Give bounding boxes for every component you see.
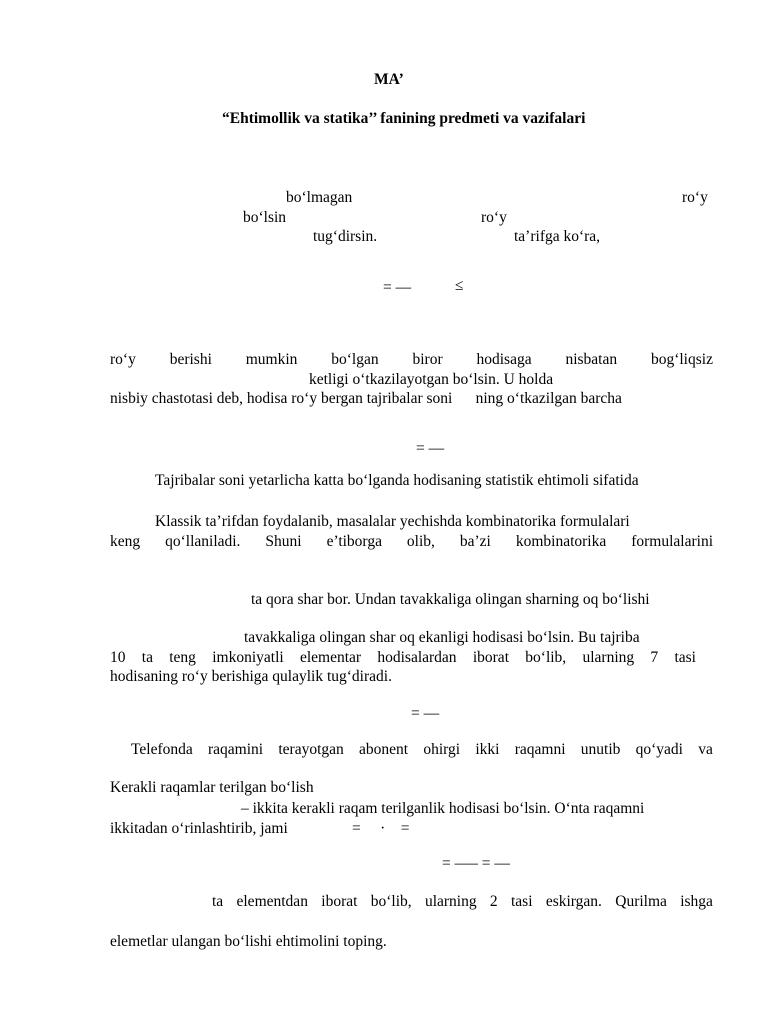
word: tasi (674, 649, 696, 666)
word: ikki (475, 741, 500, 758)
text-line: – ikkita kerakli raqam terilganlik hodisasi bo‘lsin. O‘nta raqamni (241, 800, 645, 817)
text-line: ikkitadan o‘rinlashtirib, jami (110, 820, 288, 837)
word: hodisalardan (377, 649, 457, 666)
word: ohirgi (423, 741, 461, 758)
text-line: tavakkaliga olingan shar oq ekanligi hodisasi bo‘lsin. Bu tajriba (244, 629, 640, 646)
word: terayotgan (278, 741, 344, 758)
text-line: ketligi o‘tkazilayotgan bo‘lsin. U holda (309, 371, 554, 388)
text-line: Kerakli raqamlar terilgan bo‘lish (110, 779, 314, 796)
word: nisbatan (565, 351, 618, 368)
formula-fragment: ≤ (455, 277, 464, 294)
text-fragment: bo‘lmagan (286, 189, 353, 206)
word: qo‘llaniladi. (165, 533, 241, 550)
word: eskirgan. (545, 893, 602, 910)
text-fragment: bo‘lsin (243, 209, 287, 226)
text-line: nisbiy chastotasi deb, hodisa ro‘y bergan tajribalar soni ning o‘tkazilgan barcha (110, 390, 622, 407)
word: berishi (169, 351, 212, 368)
word: bo‘lgan (331, 351, 379, 368)
word: unutib (580, 741, 621, 758)
text-line: ta qora shar bor. Undan tavakkaliga olingan sharning oq bo‘lishi (251, 591, 650, 608)
justified-line (131, 741, 713, 759)
word: abonent (359, 741, 409, 758)
word: ba’zi (459, 533, 491, 550)
word: 10 (110, 649, 126, 666)
word: olib, (406, 533, 435, 550)
word: bo‘lib, (370, 893, 412, 910)
word: ularning (424, 893, 477, 910)
justified-line (110, 351, 713, 369)
paragraph-line: Tajribalar soni yetarlicha katta bo‘lganda hodisaning statistik ehtimoli sifatida (155, 472, 639, 489)
word: ro‘y (110, 351, 136, 368)
text-fragment: ro‘y (682, 189, 708, 206)
formula-fragment: = · = (352, 820, 410, 837)
formula-fragment: = — (383, 279, 412, 296)
justified-line (110, 649, 696, 667)
word: raqamini (208, 741, 264, 758)
word: e’tiborga (326, 533, 382, 550)
word: ta (141, 649, 153, 666)
word: keng (110, 533, 141, 550)
word: va (698, 741, 713, 758)
formula-fragment: = — (416, 440, 445, 457)
text-line: elemetlar ulangan bo‘lishi ehtimolini toping. (110, 933, 387, 950)
word: iborat (321, 893, 358, 910)
text-fragment: ta’rifga ko‘ra, (514, 228, 601, 245)
justified-line (110, 533, 713, 551)
word: kombinatorika (515, 533, 607, 550)
word: formulalarini (631, 533, 713, 550)
formula-fragment: = — (411, 705, 440, 722)
text-line: hodisaning ro‘y berishiga qulaylik tug‘diradi. (110, 668, 392, 685)
word: 2 (489, 893, 498, 910)
word: teng (169, 649, 196, 666)
justified-line (212, 893, 713, 911)
word: tasi (510, 893, 533, 910)
word: hodisaga (476, 351, 532, 368)
word: raqamni (514, 741, 566, 758)
paragraph-line: Klassik ta’rifdan foydalanib, masalalar yechishda kombinatorika formulalari (155, 513, 630, 530)
word: iborat (472, 649, 509, 666)
word: Qurilma (615, 893, 667, 910)
text-fragment: tug‘dirsin. (313, 228, 378, 245)
word: elementar (299, 649, 362, 666)
word: ishga (680, 893, 713, 910)
word: elementdan (236, 893, 308, 910)
word: ularning (582, 649, 635, 666)
word: 7 (650, 649, 659, 666)
word: bo‘lib, (525, 649, 567, 666)
word: qo‘yadi (635, 741, 683, 758)
formula-fragment: = —– = — (442, 855, 510, 872)
word: mumkin (245, 351, 298, 368)
word: biror (412, 351, 443, 368)
word: Telefonda (131, 741, 193, 758)
text-fragment: ro‘y (481, 209, 507, 226)
word: ta (212, 893, 224, 910)
word: Shuni (265, 533, 302, 550)
doc-title: MA’ (374, 71, 404, 88)
word: imkoniyatli (212, 649, 284, 666)
doc-subtitle: “Ehtimollik va statika’’ fanining predmeti va vazifalari (222, 110, 586, 127)
word: bog‘liqsiz (650, 351, 713, 368)
